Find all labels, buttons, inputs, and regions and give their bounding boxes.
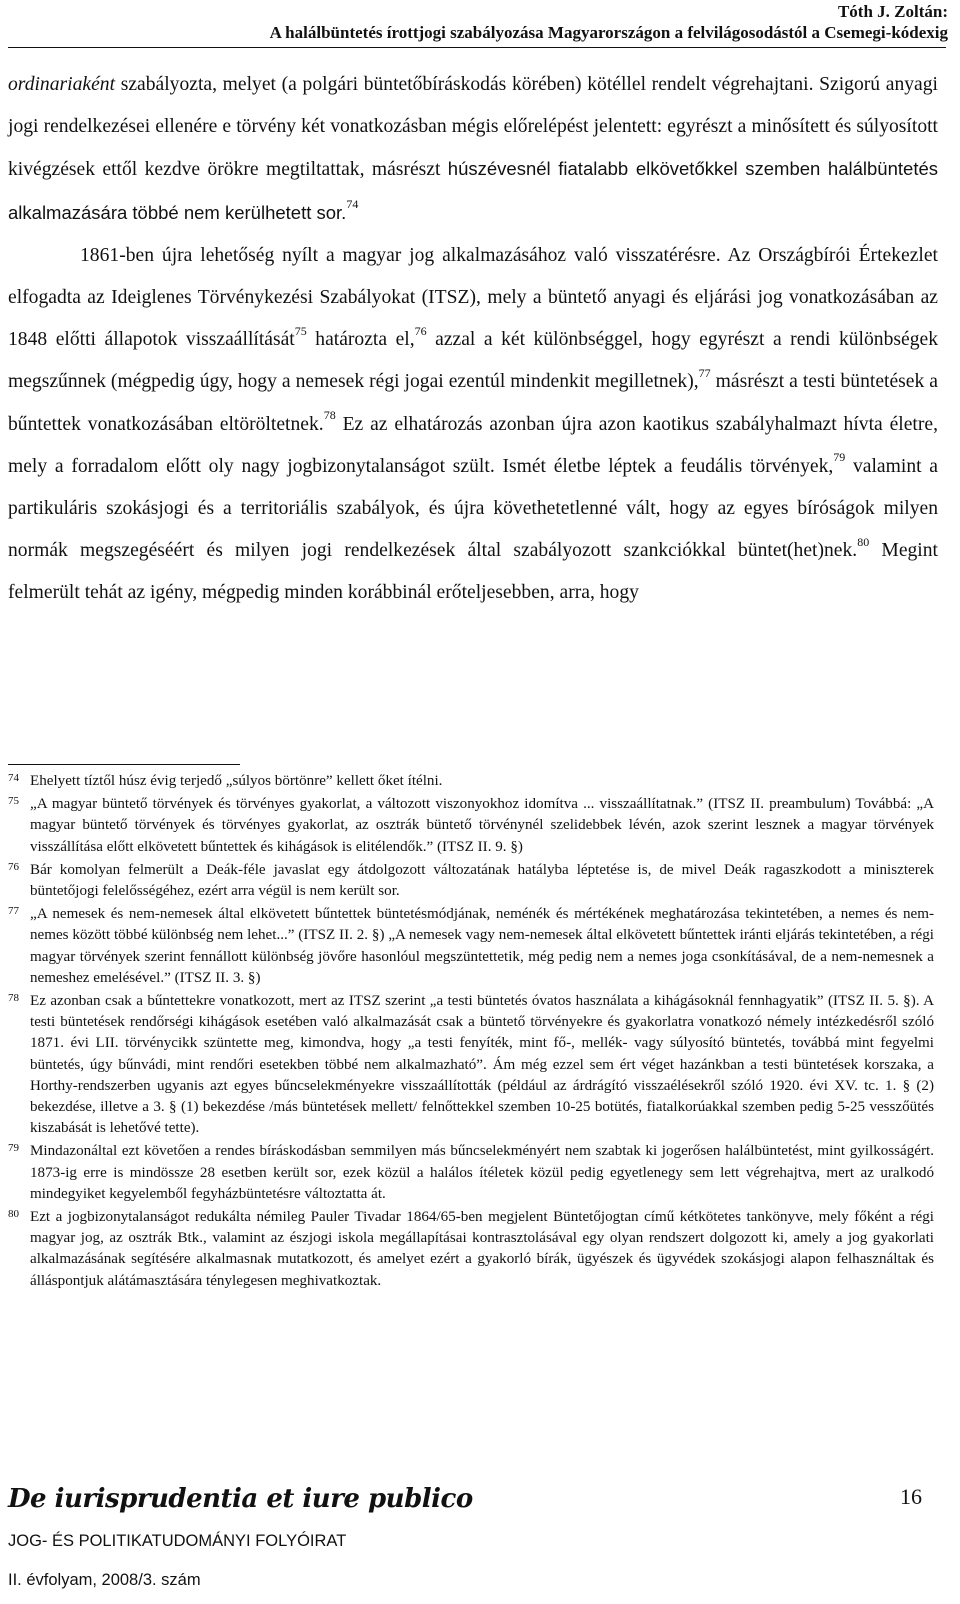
footnote-ref-79[interactable]: 79 (833, 450, 846, 465)
footnote (8, 771, 934, 792)
footnote (8, 1141, 934, 1205)
text-run: Megint felmerült tehát az igény, mégpedig minden korábbinál erőteljesebben, arra, hogy (8, 540, 938, 604)
text-run: 1861-ben újra lehetőség nyílt a magyar jog alkalmazásához való visszatérésre. Az Országbírói Értekezlet elfogadta az Ideiglenes Törvénykezési Szabályokat (ITSZ), mely a büntető anyagi és eljárási jog vonatkozásában az 1848 előtti állapotok visszaállítását (8, 244, 938, 351)
footnote (8, 904, 934, 989)
text-run: szabályozta, melyet (a polgári büntetőbíráskodás körében) kötéllel rendelt végrehajtani. Szigorú anyagi jogi rendelkezései ellenére e törvény két vonatkozásban mégis előrelépést jelentett: egyrészt a minősített és súlyosított kivégzések ettől kezdve örökre megtiltattak, másrészt (8, 74, 938, 181)
footnote-text: Bár komolyan felmerült a Deák-féle javaslat egy átdolgozott változatának hatályba léptetése is, de mivel Deák ragaszkodott a miniszterek büntetőjogi felelősségéhez, ezért arra végül is nem került sor. (30, 861, 934, 900)
header-title: A halálbüntetés írottjogi szabályozása Magyarországon a felvilágosodástól a Csemegi-kódexig (269, 23, 948, 42)
footnote-separator (8, 764, 240, 765)
text-run: másrészt a testi büntetések a bűntettek vonatkozásában eltöröltetnek. (8, 371, 938, 435)
footnote-text: „A nemesek és nem-nemesek által elkövetett bűntettek büntetésmódjának, neménék és mértékének meghatározása tekintetében, a nemes és nem-nemes között többé különbség nem lehet...” (ITSZ II. 2. §) „A nemesek vagy nem-nemesek által elkövetett bűntettek iránti eljárás tekintetében, a régi magyar törvények szerint fennállott különbség jövőre hasonlóul megszüntettetik, még pedig nem a nemes joga csonkításával, de a nem-nemesnek a nemeshez emelésével.” (ITSZ II. 3. §) (30, 906, 934, 986)
footnotes (8, 771, 934, 1294)
footnote (8, 1207, 934, 1292)
footnote-number: 80 (8, 1208, 19, 1221)
paragraph-2 (8, 235, 938, 615)
footnote-ref-74[interactable]: 74 (346, 197, 359, 212)
page-number: 16 (900, 1484, 922, 1509)
paragraph-1 (8, 64, 938, 235)
journal-issue: II. évfolyam, 2008/3. szám (8, 1571, 201, 1589)
footnote-number: 74 (8, 772, 19, 784)
footnote-number: 75 (8, 795, 19, 808)
footnote-number: 77 (8, 905, 19, 918)
footnote-number: 79 (8, 1142, 19, 1155)
text-run: valamint a partikuláris szokásjogi és a territoriális szabályok, és újra követhetetlenné vált, hogy az egyes bíróságok milyen normák megszegéséért és milyen jogi rendelkezések által szabályozott szankciókkal büntet(het)nek. (8, 455, 938, 562)
footnote-text: Mindazonáltal ezt követően a rendes bíráskodásban semmilyen más bűncselekményért nem szabtak ki jogerősen halálbüntetést, mint gyilkosságért. 1873-ig erre is mindössze 28 esetben került sor, ezek közül a halálos ítéletek közül pedig egyetlenegy sem lett végrehajtva, mert az uralkodó mindegyiket kegyelemből fegyházbüntetésre változtatta át. (30, 1143, 934, 1202)
header-rule (8, 47, 946, 48)
journal-title: De iurisprudentia et iure publico (8, 1484, 473, 1514)
running-header (0, 0, 948, 43)
footnote (8, 860, 934, 902)
journal-subtitle: JOG- ÉS POLITIKATUDOMÁNYI FOLYÓIRAT (8, 1532, 347, 1550)
footnote (8, 794, 934, 858)
header-author: Tóth J. Zoltán: (837, 2, 948, 21)
footnote-ref-75[interactable]: 75 (294, 323, 307, 338)
footnote-text: Ez azonban csak a bűntettekre vonatkozott, mert az ITSZ szerint „a testi büntetés óvatos használata a kihágásoknál fennhagyatik” (ITSZ II. 5. §). A testi büntetések rendőrségi kihágások esetében való alkalmazását csak a büntető törvényekre és gyakorlatra vonatkozó némely intézkedésről szóló 1871. évi LII. törvénycikk szüntette meg, kimondva, hogy „a testi fenyíték, mint fő-, mellék- vagy súlyosító büntetés, továbbá mint fegyelmi büntetés, úgy bűnvádi, mint rendőri esetekben többé nem alkalmazható”. Ám még ezzel sem ért véget hazánkban a testi büntetések korszaka, a Horthy-rendszerben ugyanis azt egyes bűncselekményekre visszaállították (például az árdrágító visszaélésekről szóló 1920. évi XV. tc. 1. § (2) bekezdése, illetve a 3. § (1) bekezdése /más büntetések mellett/ felnőttekkel szemben 10-25 botütés, fiatalkorúakkal szemben pedig 5-25 vesszőütés kiszabását is lehetővé tette). (30, 993, 934, 1137)
footnote-number: 78 (8, 992, 19, 1005)
footnote-text: Ezt a jogbizonytalanságot redukálta némileg Pauler Tivadar 1864/65-ben megjelent Büntetőjogtan című kétkötetes tankönyve, mely főként a régi magyar jog, az osztrák Btk., valamint az észjogi iskola megállapításai kontrasztolásával egy olyan rendszert dolgozott ki, amely a jog gyakorlati alkalmazásának segítésére alkalmasnak mutatkozott, és amelyet ezért a gyakorló bírák, ügyészek és ügyvédek szokásjogi alapon felhasználtak és álláspontjuk alátámasztására ténylegesen meghivatkoztak. (30, 1209, 934, 1289)
footnote-text: Ehelyett tíztől húsz évig terjedő „súlyos börtönre” kellett őket ítélni. (30, 773, 443, 789)
text-run: Ez az elhatározás azonban újra azon kaotikus szabályhalmazt hívta életre, mely a forradalom előtt oly nagy jogbizonytalanságot szült. Ismét életbe léptek a feudális törvények, (8, 413, 938, 477)
text-run: azzal a két különbséggel, hogy egyrészt a rendi különbségek megszűnnek (mégpedig úgy, hogy a nemesek régi jogai ezentúl mindenkit megilletnek), (8, 329, 938, 393)
main-text (8, 64, 938, 615)
footnote (8, 991, 934, 1139)
text-run: határozta el, (306, 329, 415, 351)
footnote-ref-76[interactable]: 76 (414, 323, 427, 338)
footnote-text: „A magyar büntető törvények és törvényes gyakorlat, a változott viszonyokhoz idomítva ... visszaállítatnak.” (ITSZ II. preambulum) Továbbá: „A magyar büntető törvények és törvényes gyakorlat, az osztrák büntető törvénynél szelidebbek lévén, azok szerint lesznek a magyar törvények visszállítása előtt elkövetett bűntettek és kihágások is elitélendők.” (ITSZ II. 9. §) (30, 796, 934, 855)
footnote-ref-78[interactable]: 78 (323, 408, 336, 423)
italic-term: ordinariaként (8, 74, 116, 95)
text-run-sans: húszévesnél fiatalabb elkövetőkkel szemben halálbüntetés alkalmazására többé nem kerülhetett sor. (8, 158, 938, 223)
footnote-number: 76 (8, 860, 19, 873)
footnote-ref-80[interactable]: 80 (857, 534, 870, 549)
footnote-ref-77[interactable]: 77 (698, 365, 711, 380)
